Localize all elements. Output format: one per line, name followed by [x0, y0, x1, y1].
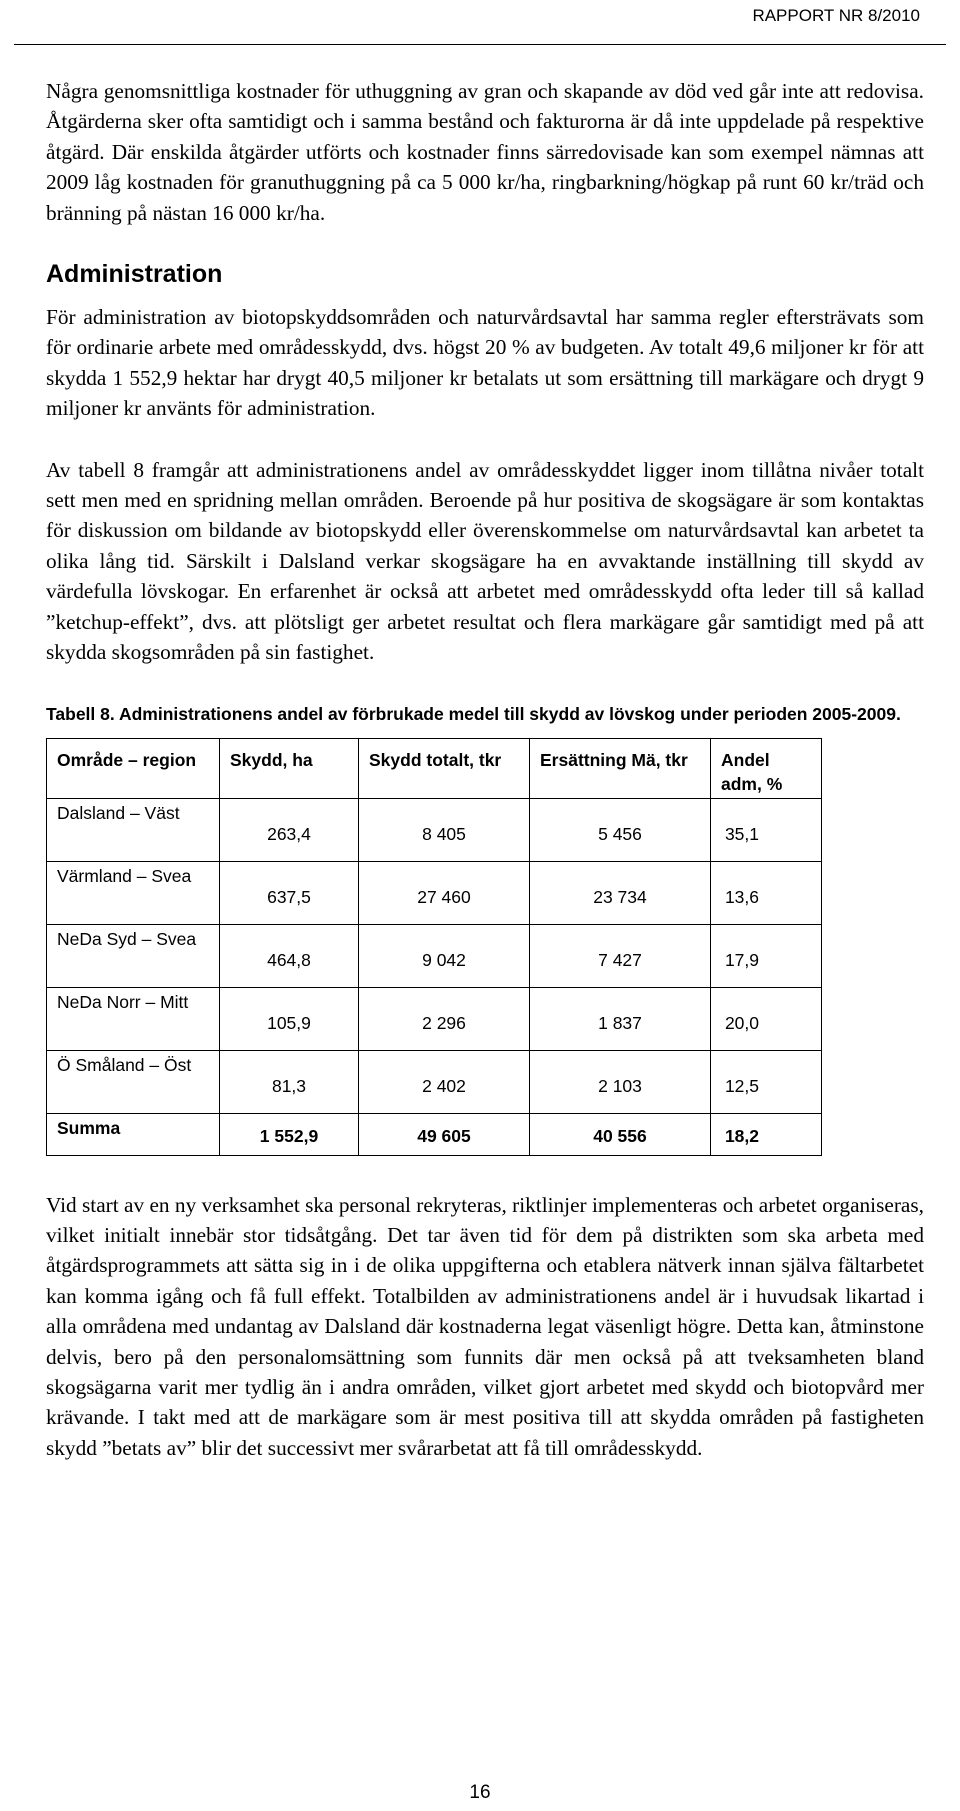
- cell-andel: 20,0: [711, 987, 822, 1050]
- cell-skydd-ha: 464,8: [220, 924, 359, 987]
- table-sum-row: [47, 1113, 822, 1155]
- cell-ersattning: 1 837: [530, 987, 711, 1050]
- header-ersattning: Ersättning Mä, tkr: [530, 738, 711, 798]
- table-row: [47, 1050, 822, 1113]
- cell-skydd-totalt: 2 402: [359, 1050, 530, 1113]
- paragraph-administration: För administration av biotopskyddsområden och naturvårdsavtal har samma regler eftersträvats som för ordinarie arbete med områdesskydd, dvs. högst 20 % av budgeten. Av totalt 49,6 miljoner kr för att skydda 1 552,9 hektar har drygt 40,5 miljoner kr betalats ut som ersättning till markägare och drygt 9 miljoner kr använts för administration.: [46, 305, 924, 421]
- paragraph-costs: Några genomsnittliga kostnader för uthuggning av gran och skapande av död ved går inte att redovisa. Åtgärderna sker ofta samtidigt och i samma bestånd och fakturorna är då inte uppdelade på respektive åtgärd. Där enskilda åtgärder utförts och kostnader finns särredovisade kan som exempel nämnas att 2009 låg kostnaden för granuthuggning på ca 5 000 kr/ha, ringbarkning/högkap på runt 60 kr/träd och bränning på nästan 16 000 kr/ha.: [46, 79, 924, 225]
- cell-sum-andel: 18,2: [711, 1113, 822, 1155]
- table-caption: Tabell 8. Administrationens andel av förbrukade medel till skydd av lövskog under perioden 2005-2009.: [46, 703, 901, 724]
- cell-sum-ersattning: 40 556: [530, 1113, 711, 1155]
- paragraph-table-reference: Av tabell 8 framgår att administrationens andel av områdesskyddet ligger inom tillåtna nivåer totalt sett men med en spridning mellan områden. Beroende på hur positiva de skogsägare är som kontaktas för diskussion om bildande av biotopskydd eller överenskommelse om naturvårdsavtal kan arbetet ta olika lång tid. Särskilt i Dalsland verkar skogsägare ha en avvaktande inställning till skydd av värdefulla lövskogar. En erfarenhet är också att arbetet med områdesskydd ofta leder till så kallad ”ketchup-effekt”, dvs. att plötsligt ger arbetet resultat och flera markägare går samtidigt med på att skydda skogsområden på sin fastighet.: [46, 457, 924, 665]
- table-row: [47, 924, 822, 987]
- header-andel-adm: Andel adm, %: [711, 738, 822, 798]
- cell-andel: 17,9: [711, 924, 822, 987]
- cell-skydd-ha: 637,5: [220, 861, 359, 924]
- cell-skydd-totalt: 9 042: [359, 924, 530, 987]
- cell-skydd-ha: 105,9: [220, 987, 359, 1050]
- cell-skydd-totalt: 2 296: [359, 987, 530, 1050]
- cell-skydd-ha: 81,3: [220, 1050, 359, 1113]
- cell-andel: 13,6: [711, 861, 822, 924]
- cell-andel: 35,1: [711, 798, 822, 861]
- header-skydd-totalt: Skydd totalt, tkr: [359, 738, 530, 798]
- cell-region: NeDa Syd – Svea: [47, 924, 220, 987]
- cell-skydd-totalt: 27 460: [359, 861, 530, 924]
- cell-sum-skydd-totalt: 49 605: [359, 1113, 530, 1155]
- table-row: [47, 861, 822, 924]
- cell-region: NeDa Norr – Mitt: [47, 987, 220, 1050]
- cell-region: Dalsland – Väst: [47, 798, 220, 861]
- cell-andel: 12,5: [711, 1050, 822, 1113]
- page-number: 16: [469, 1782, 491, 1803]
- header-rule: [14, 44, 946, 45]
- cell-skydd-ha: 263,4: [220, 798, 359, 861]
- section-heading-administration: Administration: [46, 260, 223, 289]
- cell-ersattning: 7 427: [530, 924, 711, 987]
- cell-ersattning: 5 456: [530, 798, 711, 861]
- table-row: [47, 987, 822, 1050]
- cell-sum-skydd-ha: 1 552,9: [220, 1113, 359, 1155]
- header-skydd-ha: Skydd, ha: [220, 738, 359, 798]
- table-header-row: [47, 738, 822, 798]
- page-content: [46, 76, 924, 1463]
- table-row: [47, 798, 822, 861]
- cell-region: Värmland – Svea: [47, 861, 220, 924]
- cell-region: Ö Småland – Öst: [47, 1050, 220, 1113]
- paragraph-new-operation: Vid start av en ny verksamhet ska personal rekryteras, riktlinjer implementeras och arbetet organiseras, vilket initialt innebär stor tidsåtgång. Det tar även tid för dem på distrikten som ska arbeta med åtgärdsprogrammets att sätta sig in i de olika uppgifterna och etablera nätverk innan själva fältarbetet kan komma igång och få full effekt. Totalbilden av administrationens andel är i huvudsak likartad i alla områdena med undantag av Dalsland där kostnaderna legat väsenligt högre. Detta kan, åtminstone delvis, bero på den personalomsättning som funnits där men också på att tveksamheten bland skogsägarna varit mer tydlig än i andra områden, vilket gjort arbetet med skydd och biotopvård mer krävande. I takt med att de markägare som är mest positiva till att skydda områden på fastigheten skydd ”betats av” blir det successivt mer svårarbetat att få till områdesskydd.: [46, 1192, 924, 1460]
- cell-ersattning: 23 734: [530, 861, 711, 924]
- administration-table: [46, 738, 822, 1156]
- running-header: RAPPORT NR 8/2010: [752, 6, 920, 25]
- cell-skydd-totalt: 8 405: [359, 798, 530, 861]
- paragraph-gap: [46, 424, 924, 455]
- cell-sum-label: Summa: [47, 1113, 220, 1155]
- header-region: Område – region: [47, 738, 220, 798]
- cell-ersattning: 2 103: [530, 1050, 711, 1113]
